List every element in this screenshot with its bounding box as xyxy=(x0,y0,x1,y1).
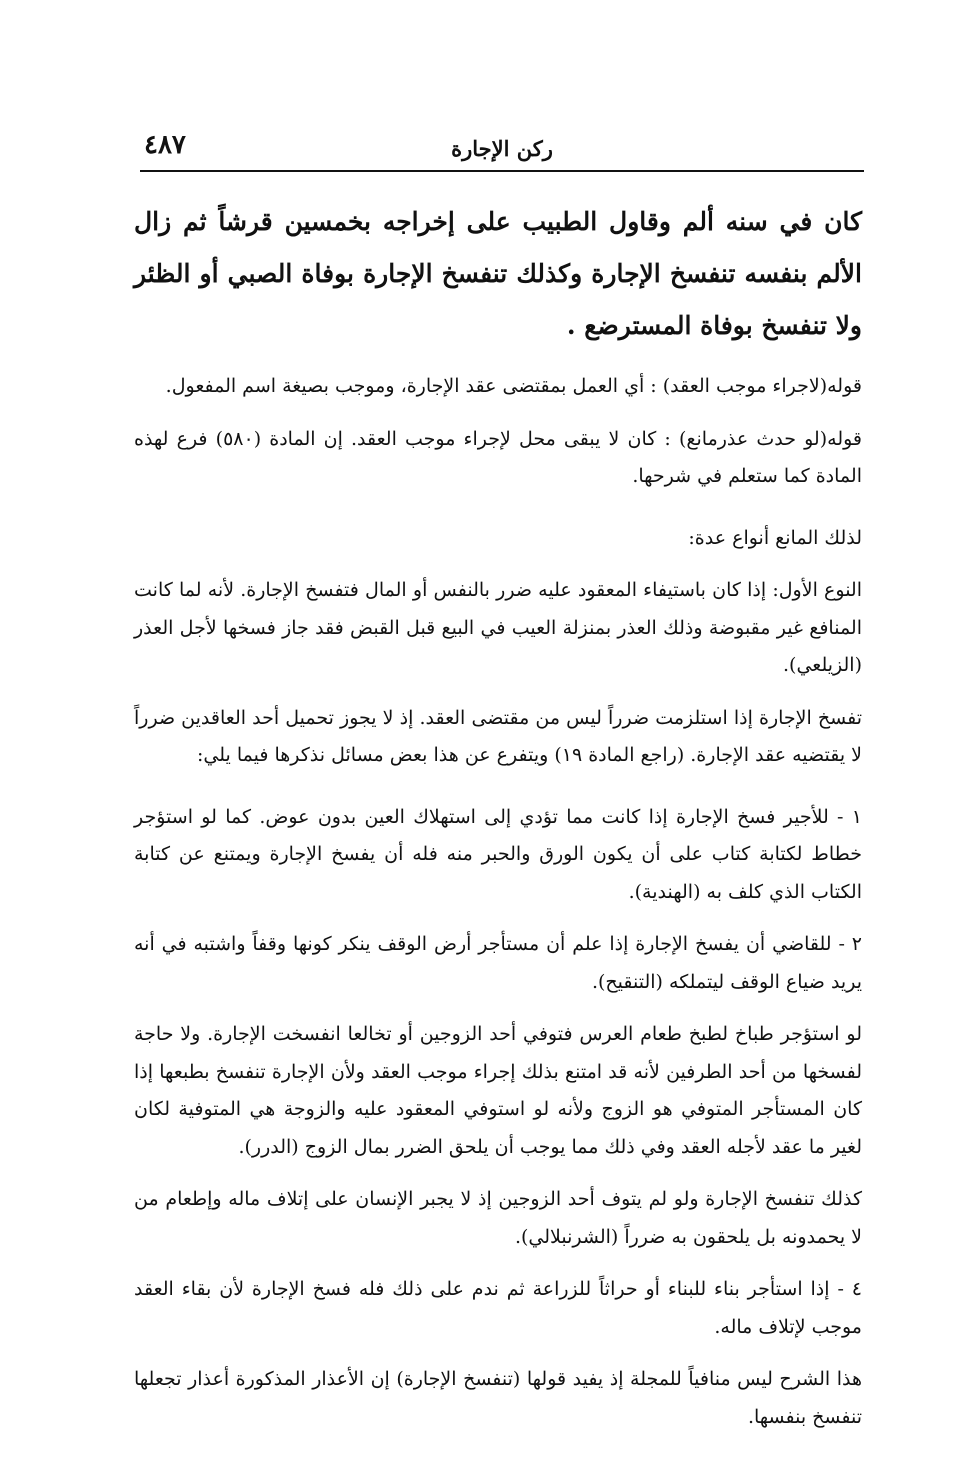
running-title: ركن الإجارة xyxy=(451,136,553,161)
commentary-paragraph: النوع الأول: إذا كان باستيفاء المعقود عليه ضرر بالنفس أو المال فتفسخ الإجارة. لأنه لما كانت المنافع غير مقبوضة وذلك العذر بمنزلة العيب في البيع قبل القبض فقد جاز فسخها لأجل العذر (الزيلعي). xyxy=(134,579,862,676)
page-number: ٤٨٧ xyxy=(144,130,186,160)
lead-paragraph: كان في سنه ألم وقاول الطبيب على إخراجه بخمسين قرشاً ثم زال الألم بنفسه تنفسخ الإجارة وكذلك تنفسخ الإجارة بوفاة الصبي أو الظئر ولا تنفسخ بوفاة المسترضع . xyxy=(134,207,862,340)
commentary-paragraph: قوله(لاجراء موجب العقد) : أي العمل بمقتضى عقد الإجارة، وموجب بصيغة اسم المفعول. xyxy=(165,375,862,397)
commentary-paragraph: لو استؤجر طباخ لطبخ طعام العرس فتوفي أحد الزوجين أو تخالعا انفسخت الإجارة. ولا حاجة لفسخها من أحد الطرفين لأنه قد امتنع بذلك إجراء موجب العقد ولأن الإجارة تنفسخ بطبعها إذا كان المستأجر المتوفي هو الزوج ولأنه لو استوفي المعقود عليه والزوجة هي المتوفية لكان لغير ما عقد لأجله العقد وفي ذلك مما يوجب أن يلحق الضرر بمال الزوج (الدرر). xyxy=(134,1023,862,1158)
numbered-item: ٤ - إذا استأجر بناء للبناء أو حراثاً للزراعة ثم ندم على ذلك فله فسخ الإجارة لأن بقاء العقد موجب لإتلاف ماله. xyxy=(134,1278,862,1338)
numbered-item: ١ - للأجير فسخ الإجارة إذا كانت مما تؤدي إلى استهلاك العين بدون عوض. كما لو استؤجر خطاط لكتابة كتاب على أن يكون الورق والحبر منه فله أن يفسخ الإجارة ويمتنع عن كتابة الكتاب الذي كلف به (الهندية). xyxy=(134,805,862,903)
commentary-paragraph: كذلك تنفسخ الإجارة ولو لم يتوف أحد الزوجين إذ لا يجبر الإنسان على إتلاف ماله وإطعام من لا يحمدونه بل يلحقون به ضرراً (الشرنبلالي). xyxy=(134,1188,862,1248)
commentary-paragraph: لذلك المانع أنواع عدة: xyxy=(688,526,862,549)
page-body xyxy=(134,196,862,1451)
commentary-paragraph: قوله(لو حدث عذرمانع) : كان لا يبقى محل لإجراء موجب العقد. إن المادة (٥٨٠) فرع لهذه المادة كما ستعلم في شرحها. xyxy=(134,427,863,487)
page-header xyxy=(140,128,864,172)
numbered-item: ٢ - للقاضي أن يفسخ الإجارة إذا علم أن مستأجر أرض الوقف ينكر كونها وقفاً واشتبه في أنه يريد ضياع الوقف ليتملكه (التنقيح). xyxy=(134,933,862,993)
commentary-paragraph: تفسخ الإجارة إذا استلزمت ضرراً ليس من مقتضى العقد. إذ لا يجوز تحميل أحد العاقدين ضرراً لا يقتضيه عقد الإجارة. (راجع المادة ١٩) ويتفرع عن هذا بعض مسائل نذكرها فيما يلي: xyxy=(134,706,862,766)
commentary-paragraph: هذا الشرح ليس منافياً للمجلة إذ يفيد قولها (تنفسخ الإجارة) إن الأعذار المذكورة أعذار تجعلها تنفسخ بنفسها. xyxy=(134,1368,862,1428)
